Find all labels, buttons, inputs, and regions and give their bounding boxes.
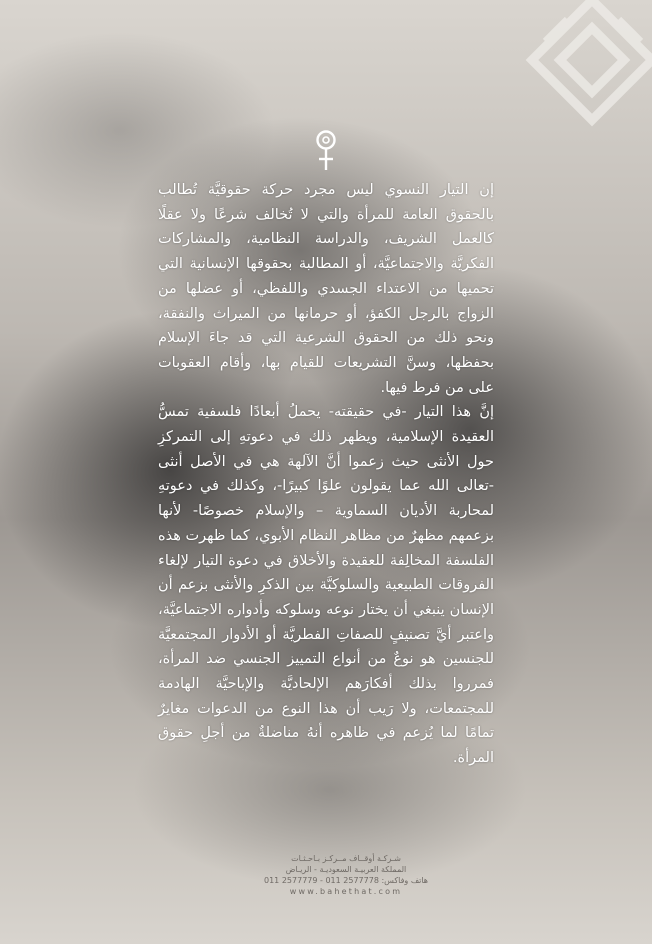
publisher-phone: هاتف وفاكس: 2577778 011 - 2577779 011 [264,876,428,885]
publisher-info [256,853,436,897]
synopsis-paragraph-2: إنَّ هذا التيار -في حقيقته- يحملُ أبعادًا فلسفية تمسُّ العقيدة الإسلامية، ويظهر ذلك في دعوتهِ إلى التمركزِ حول الأنثى حيث زعموا أنَّ الآلهة هي في الأصل أنثى -تعالى الله عما يقولون علوًا كبيرًا-، وكذلك في دعوتهِ لمحاربة الأديان السماوية – والإسلام خصوصًا- لأنها بزعمهم مظهرٌ من مظاهر النظام الأبوي، كما ظهرت هذه الفلسفة المخالِفة للعقيدة والأخلاق في دعوة التيار لإلغاء الفروقات الطبيعية والسلوكيَّة بين الذكرِ والأنثى بزعم أن الإنسان ينبغي أن يختار نوعه وسلوكه وأدواره الاجتماعيَّة، واعتبر أيَّ تصنيفٍ للصفاتِ الفطريَّة أو الأدوار المجتمعيَّة للجنسين هو نوعٌ من أنواع التمييز الجنسي ضد المرأة، فمرروا بذلك أفكارَهم الإلحاديَّة والإباحيَّة الهادمة للمجتمعات، ولا رَيب أن هذا النوع من الدعوات مغايرٌ تمامًا لما يُزعم في ظاهره أنهُ مناضلةٌ من أجلِ حقوق المرأة. [158,404,494,767]
publisher-website: www.bahethat.com [289,887,403,896]
female-symbol-icon [314,128,338,172]
synopsis-paragraph-1: إن التيار النسوي ليس مجرد حركة حقوقيَّة تُطالب بالحقوق العامة للمرأة والتي لا تُخالف شرعًا ولا عقلًا كالعمل الشريف، والدراسة النظامية، والمشاركات الفكريَّة والاجتماعيَّة، أو المطالبة بحقوقها الإنسانية التي تحميها من الاعتداء الجسدي واللفظي، أو عضلها من الزواج بالرجل الكفؤ، أو حرمانها من الميراث والنفقة، ونحو ذلك من الحقوق الشرعية التي قد جاءَ الإسلام بحفظها، وسنَّ التشريعات للقيام بها، وأقام العقوبات على من فرط فيها. [158,182,494,396]
publisher-address: المملكة العربيـة السعوديـة - الريـاض [285,865,407,874]
synopsis-text [158,178,494,771]
publisher-name: شـركـة أوقــاف مــركـز بـاحـثـات [291,854,401,863]
publisher-logo-watermark-icon [522,0,652,130]
